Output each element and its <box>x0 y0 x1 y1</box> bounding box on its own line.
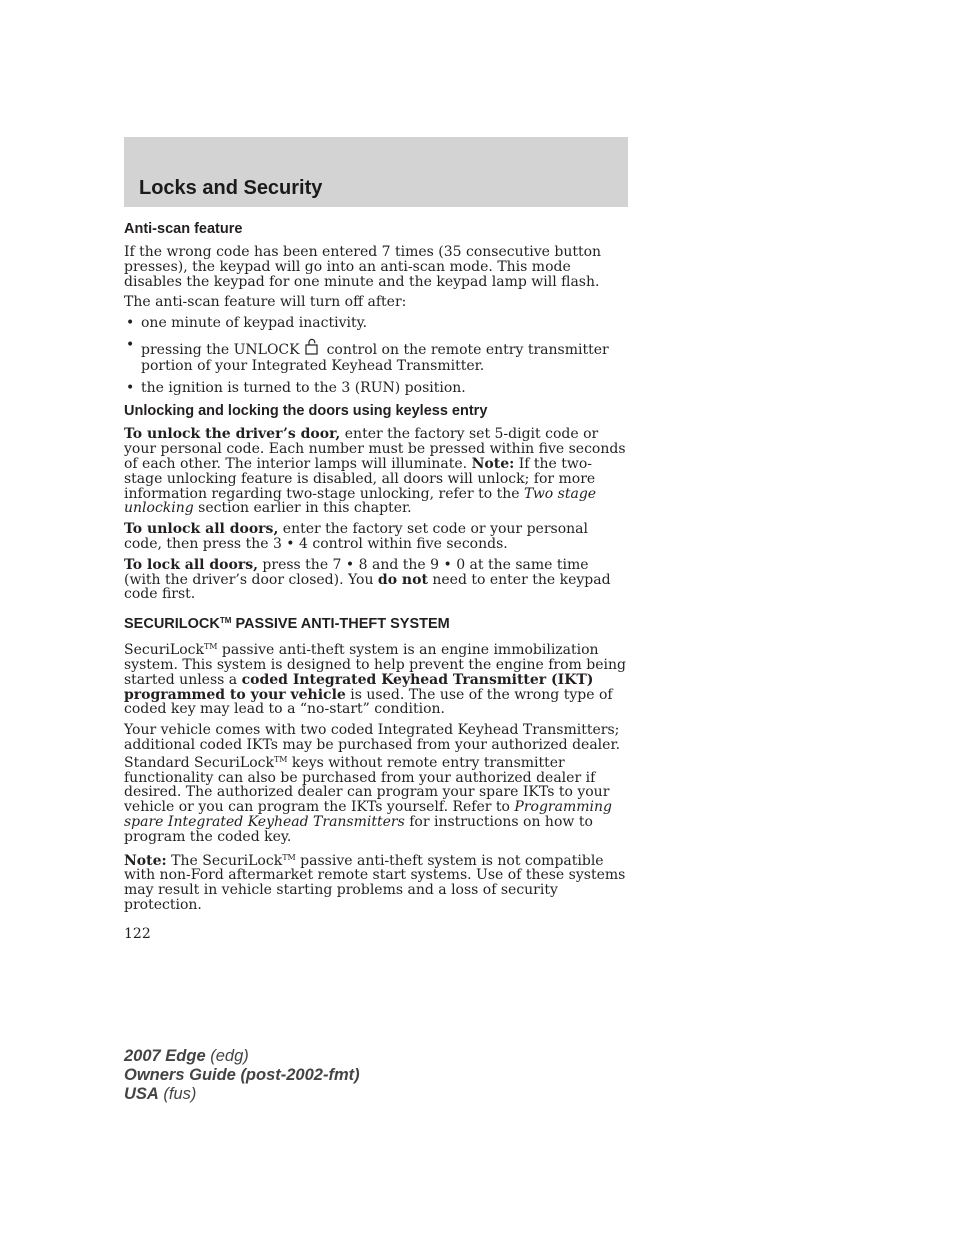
securilock-paragraph-1 <box>124 640 628 717</box>
cross-reference: Two stage unlocking <box>124 485 597 517</box>
emphasis: coded Integrated Keyhead Transmitter (IKT) programmed to your vehicle <box>124 671 594 703</box>
footer-bold: Owners Guide (post-2002-fmt) <box>124 1066 360 1084</box>
footer-bold: USA <box>124 1085 159 1103</box>
footer-bold: 2007 Edge <box>124 1047 206 1065</box>
page-content <box>124 220 628 919</box>
body-text: passive anti-theft system is an engine immobilization system. This system is designed to help prevent the engine from being started unless a <box>124 642 626 688</box>
note-label: Note: <box>471 455 515 472</box>
list-item <box>124 381 628 396</box>
emphasis: do not <box>377 571 428 588</box>
heading-text: SECURILOCK <box>124 616 220 633</box>
note-label: Note: <box>124 852 167 869</box>
body-text: is used. The use of the wrong type of coded key may lead to a “no-start” condition. <box>124 686 613 718</box>
body-text: passive anti-theft system is not compatible with non-Ford aftermarket remote start systems. Use of these systems may result in vehicle starting problems and a loss of security protection. <box>124 852 626 913</box>
cross-reference: Programming spare Integrated Keyhead Transmitters <box>124 799 612 830</box>
body-text: keys without remote entry transmitter functionality can also be purchased from your authorized dealer if desired. The authorized dealer can program your spare IKTs to your vehicle or you can program the IKTs yourself. Refer to <box>124 754 610 816</box>
body-text: enter the factory set code or your personal code, then press the 3 • 4 control within five seconds. <box>124 521 588 552</box>
bold-lead: To unlock all doors, <box>124 521 279 538</box>
trademark-mark: TM <box>203 642 218 652</box>
securilock-heading <box>124 612 628 633</box>
anti-scan-paragraph-2: The anti-scan feature will turn off after: <box>124 294 407 311</box>
trademark-mark: TM <box>273 754 288 764</box>
body-text: press the 7 • 8 and the 9 • 0 at the same time (with the driver’s door closed). You <box>124 556 589 588</box>
list-item <box>124 316 628 331</box>
bold-lead: To lock all doors, <box>124 556 258 573</box>
bullet-text: one minute of keypad inactivity. <box>141 315 368 332</box>
unlock-padlock-icon <box>305 338 318 359</box>
body-text: section earlier in this chapter. <box>193 500 412 517</box>
trademark-mark: TM <box>282 852 296 862</box>
list-item <box>124 338 628 374</box>
page-number: 122 <box>124 926 151 942</box>
keyless-paragraph-3 <box>124 558 628 602</box>
footer-line-market <box>124 1085 360 1104</box>
footer-text: (fus) <box>158 1085 197 1103</box>
section-title: Locks and Security <box>139 177 323 199</box>
body-text: for instructions on how to program the coded key. <box>124 813 593 845</box>
section-header-band <box>124 137 628 207</box>
keyless-paragraph-1 <box>124 427 628 516</box>
body-text: If the two-stage unlocking feature is disabled, all doors will unlock; for more information regarding two-stage unlocking, refer to the <box>124 455 596 502</box>
footer-text: (edg) <box>205 1047 249 1065</box>
footer-line-guide <box>124 1066 360 1085</box>
anti-scan-paragraph-1: If the wrong code has been entered 7 times (35 consecutive button presses), the keypad will go into an anti-scan mode. This mode disables the keypad for one minute and the keypad lamp will flash. <box>124 244 602 290</box>
body-text: enter the factory set 5-digit code or your personal code. Each number must be pressed within five seconds of each other. The interior lamps will illuminate. <box>124 426 626 472</box>
bullet-text: pressing the UNLOCK <box>141 341 300 358</box>
securilock-paragraph-2 <box>124 723 628 844</box>
document-footer <box>124 1047 360 1104</box>
securilock-paragraph-3 <box>124 851 628 913</box>
keyless-entry-heading: Unlocking and locking the doors using keyless entry <box>124 403 488 420</box>
body-text: need to enter the keypad code first. <box>124 571 611 603</box>
trademark-mark: TM <box>219 616 232 626</box>
bullet-text: the ignition is turned to the 3 (RUN) position. <box>141 379 466 396</box>
anti-scan-heading: Anti-scan feature <box>124 221 243 237</box>
heading-text: PASSIVE ANTI-THEFT SYSTEM <box>231 616 450 633</box>
body-text: Your vehicle comes with two coded Integrated Keyhead Transmitters; additional coded IKTs may be purchased from your authorized dealer. Standard SecuriLock <box>124 722 621 771</box>
anti-scan-list <box>124 316 628 395</box>
body-text: The SecuriLock <box>166 852 283 869</box>
keyless-paragraph-2 <box>124 522 628 552</box>
bold-lead: To unlock the driver’s door, <box>124 426 341 443</box>
bullet-text: control on the remote entry transmitter portion of your Integrated Keyhead Transmitter. <box>141 341 609 374</box>
body-text: SecuriLock <box>124 642 204 659</box>
footer-line-model <box>124 1047 360 1066</box>
